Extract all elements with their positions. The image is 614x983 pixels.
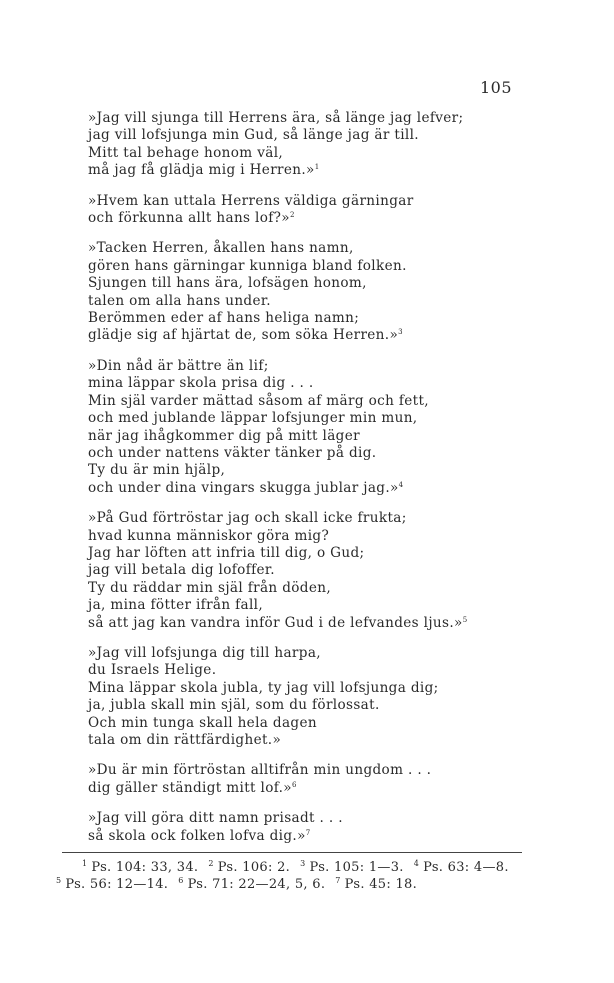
footnote-marker: 4 bbox=[398, 480, 404, 489]
footnote-number: 4 bbox=[413, 859, 420, 868]
verse-text: du Israels Helige. bbox=[88, 662, 217, 679]
verse-line bbox=[88, 545, 608, 562]
verse-text: och förkunna allt hans lof?» bbox=[88, 210, 290, 227]
verse-text: dig gäller ständigt mitt lof.» bbox=[88, 779, 292, 796]
verse-text: och under dina vingars skugga jublar jag.» bbox=[88, 479, 399, 496]
verse-line bbox=[88, 193, 608, 210]
verse-text: talen om alla hans under. bbox=[88, 292, 271, 309]
stanza bbox=[88, 240, 608, 344]
verse-text: gören hans gärningar kunniga bland folken. bbox=[88, 257, 407, 274]
stanza bbox=[88, 645, 608, 749]
verse-text: »På Gud förtröstar jag och skall icke frukta; bbox=[88, 510, 407, 527]
footnote-divider bbox=[62, 852, 522, 853]
footnote-line bbox=[56, 859, 526, 876]
verse-text: och med jublande läppar lofsjunger min mun, bbox=[88, 410, 418, 427]
verse-text: ja, jubla skall min själ, som du förlossat. bbox=[88, 697, 380, 714]
verse-line bbox=[88, 597, 608, 614]
verse-line bbox=[88, 680, 608, 697]
verse-text: jag vill lofsjunga min Gud, så länge jag är till. bbox=[88, 127, 419, 144]
verse-text: glädje sig af hjärtat de, som söka Herren.» bbox=[88, 327, 399, 344]
verse-line bbox=[88, 645, 608, 662]
verse-text: Berömmen eder af hans heliga namn; bbox=[88, 310, 360, 327]
verse-text: jag vill betala dig lofoffer. bbox=[88, 562, 275, 579]
footnote-number: 1 bbox=[82, 859, 88, 868]
verse-line bbox=[88, 662, 608, 679]
verse-line bbox=[88, 732, 608, 749]
verse-text: »Jag vill göra ditt namn prisadt . . . bbox=[88, 810, 343, 827]
verse-text: Jag har löften att infria till dig, o Gud; bbox=[88, 544, 365, 561]
verse-text: »Jag vill lofsjunga dig till harpa, bbox=[88, 644, 321, 661]
verse-text: tala om din rättfärdighet.» bbox=[88, 732, 282, 748]
page-number: 105 bbox=[480, 78, 513, 97]
footnote bbox=[56, 877, 168, 892]
verse-line bbox=[88, 110, 608, 127]
verse-line bbox=[88, 393, 608, 410]
verse-line bbox=[88, 162, 608, 179]
footnote bbox=[82, 860, 198, 875]
verse-text: »Jag vill sjunga till Herrens ära, så länge jag lefver; bbox=[88, 110, 464, 126]
footnote bbox=[335, 877, 417, 892]
verse-text: »Tacken Herren, åkallen hans namn, bbox=[88, 240, 354, 257]
verse-line bbox=[88, 810, 608, 827]
footnote-marker: 2 bbox=[289, 211, 295, 220]
footnote-reference: Ps. 71: 22—24, 5, 6. bbox=[187, 877, 326, 892]
footnote-reference: Ps. 106: 2. bbox=[217, 860, 291, 875]
verse-line bbox=[88, 562, 608, 579]
verse-line bbox=[88, 145, 608, 162]
verse-text: så att jag kan vandra inför Gud i de lefvandes ljus.» bbox=[88, 614, 463, 631]
verse-line bbox=[88, 615, 608, 632]
footnote bbox=[178, 877, 325, 892]
verse-line bbox=[88, 358, 608, 375]
verse-text: Ty du är min hjälp, bbox=[88, 462, 226, 479]
footnote-marker: 6 bbox=[291, 780, 297, 789]
footnotes bbox=[56, 859, 526, 893]
footnote-line bbox=[56, 876, 526, 893]
footnote-number: 6 bbox=[178, 876, 184, 885]
verse-line bbox=[88, 127, 608, 144]
verse-line bbox=[88, 580, 608, 597]
footnote-reference: Ps. 105: 1—3. bbox=[309, 860, 404, 875]
verse-line bbox=[88, 762, 608, 779]
footnote bbox=[300, 860, 404, 875]
footnote bbox=[208, 860, 290, 875]
stanza bbox=[88, 358, 608, 497]
stanza bbox=[88, 762, 608, 797]
stanza bbox=[88, 110, 608, 180]
verse-line bbox=[88, 210, 608, 227]
stanza bbox=[88, 810, 608, 845]
stanza bbox=[88, 193, 608, 228]
verse-line bbox=[88, 410, 608, 427]
verse-line bbox=[88, 445, 608, 462]
verse-text: må jag få glädja mig i Herren.» bbox=[88, 162, 315, 179]
verse-line bbox=[88, 327, 608, 344]
footnote-number: 3 bbox=[300, 859, 306, 868]
verse-line bbox=[88, 480, 608, 497]
stanza bbox=[88, 510, 608, 632]
verse-text: »Din nåd är bättre än lif; bbox=[88, 357, 269, 374]
verse-text: Mitt tal behage honom väl, bbox=[88, 144, 284, 161]
verse-line bbox=[88, 428, 608, 445]
footnote-number: 5 bbox=[56, 876, 62, 885]
footnote-marker: 5 bbox=[462, 615, 468, 624]
verse-text: när jag ihågkommer dig på mitt läger bbox=[88, 427, 360, 444]
footnote-reference: Ps. 63: 4—8. bbox=[423, 860, 509, 875]
verse-line bbox=[88, 780, 608, 797]
verse-text: ja, mina fötter ifrån fall, bbox=[88, 597, 264, 614]
verse-text: Min själ varder mättad såsom af märg och fett, bbox=[88, 392, 429, 409]
verse-line bbox=[88, 828, 608, 845]
footnote-reference: Ps. 104: 33, 34. bbox=[91, 860, 199, 875]
verse-line bbox=[88, 697, 608, 714]
footnote-reference: Ps. 56: 12—14. bbox=[65, 877, 169, 892]
verse-text: så skola ock folken lofva dig.» bbox=[88, 827, 306, 844]
verse-line bbox=[88, 510, 608, 527]
verse-text: »Hvem kan uttala Herrens väldiga gärningar bbox=[88, 192, 414, 209]
footnote-marker: 7 bbox=[305, 828, 311, 837]
footnote bbox=[414, 860, 509, 875]
footnote-reference: Ps. 45: 18. bbox=[344, 877, 418, 892]
verse-text: Mina läppar skola jubla, ty jag vill lofsjunga dig; bbox=[88, 679, 439, 696]
footnote-number: 2 bbox=[208, 859, 214, 868]
verse-line bbox=[88, 310, 608, 327]
verse-line bbox=[88, 258, 608, 275]
verse-line bbox=[88, 375, 608, 392]
footnote-marker: 3 bbox=[398, 328, 403, 337]
verse-line bbox=[88, 528, 608, 545]
verse-text: och under nattens väkter tänker på dig. bbox=[88, 444, 377, 461]
verse-line bbox=[88, 715, 608, 732]
verse-line bbox=[88, 293, 608, 310]
verse-line bbox=[88, 275, 608, 292]
verse-text: mina läppar skola prisa dig . . . bbox=[88, 375, 314, 392]
footnote-number: 7 bbox=[335, 876, 341, 885]
verse-text: »Du är min förtröstan alltifrån min ungdom . . . bbox=[88, 762, 432, 779]
verse-text: hvad kunna människor göra mig? bbox=[88, 527, 330, 544]
verse-line bbox=[88, 462, 608, 479]
psalm-quotations bbox=[88, 110, 608, 858]
verse-line bbox=[88, 240, 608, 257]
verse-text: Sjungen till hans ära, lofsägen honom, bbox=[88, 275, 367, 292]
verse-text: Och min tunga skall hela dagen bbox=[88, 714, 317, 731]
verse-text: Ty du räddar min själ från döden, bbox=[88, 579, 332, 596]
footnote-marker: 1 bbox=[314, 163, 320, 172]
